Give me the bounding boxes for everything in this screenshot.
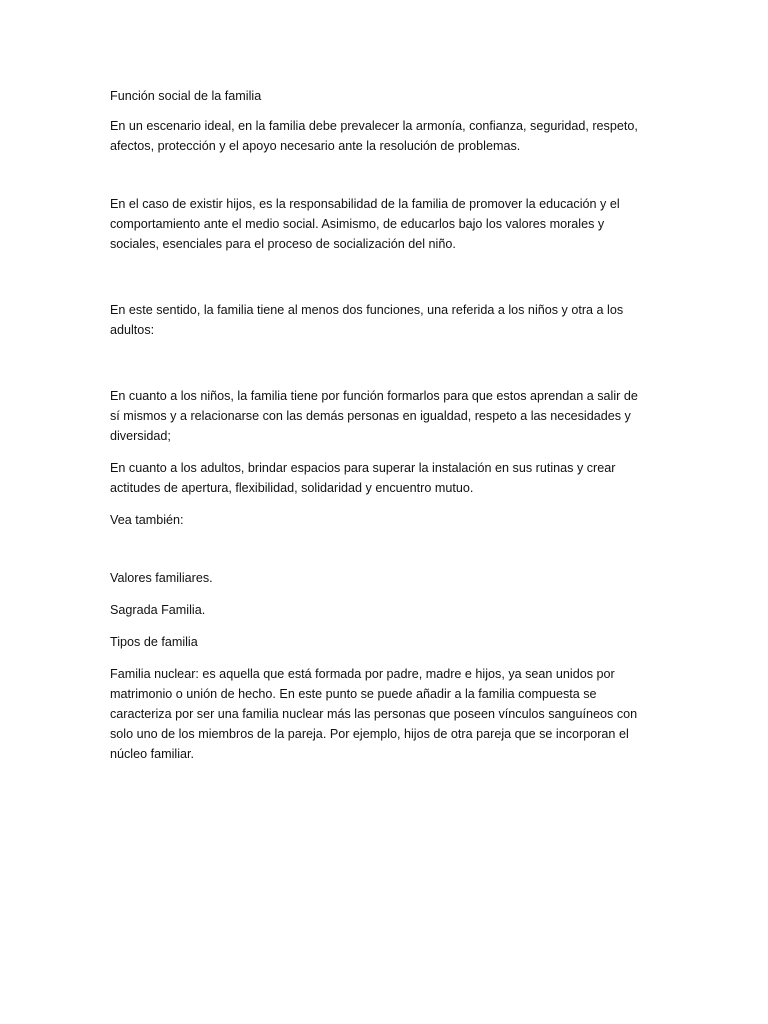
paragraph-two-functions xyxy=(110,300,658,340)
paragraph-adults-function xyxy=(110,458,658,498)
paragraph-nuclear-family xyxy=(110,664,658,764)
text-line: diversidad; xyxy=(110,429,171,443)
text-line: núcleo familiar. xyxy=(110,747,194,761)
text-line: En este sentido, la familia tiene al menos dos funciones, una referida a los niños y otra a los xyxy=(110,303,624,317)
text-line: sí mismos y a relacionarse con las demás personas en igualdad, respeto a las necesidades y xyxy=(110,409,631,423)
paragraph-ideal-scenario xyxy=(110,116,658,156)
link-valores-familiares: Valores familiares. xyxy=(110,571,213,585)
text-line: caracteriza por ser una familia nuclear más las personas que poseen vínculos sanguíneos con xyxy=(110,707,638,721)
text-line: matrimonio o unión de hecho. En este punto se puede añadir a la familia compuesta se xyxy=(110,687,597,701)
text-line: afectos, protección y el apoyo necesario ante la resolución de problemas. xyxy=(110,139,521,153)
document-title: Función social de la familia xyxy=(110,89,262,103)
text-line: En el caso de existir hijos, es la responsabilidad de la familia de promover la educación y el xyxy=(110,197,620,211)
text-line: Familia nuclear: es aquella que está formada por padre, madre e hijos, ya sean unidos por xyxy=(110,667,615,681)
paragraph-children-function xyxy=(110,386,658,446)
paragraph-children-education xyxy=(110,194,658,254)
text-line: solo uno de los miembros de la pareja. Por ejemplo, hijos de otra pareja que se incorporan el xyxy=(110,727,629,741)
types-heading: Tipos de familia xyxy=(110,635,198,649)
see-also-label: Vea también: xyxy=(110,513,184,527)
text-line: En cuanto a los adultos, brindar espacios para superar la instalación en sus rutinas y crear xyxy=(110,461,616,475)
text-line: adultos: xyxy=(110,323,155,337)
text-line: En un escenario ideal, en la familia debe prevalecer la armonía, confianza, seguridad, respeto, xyxy=(110,119,638,133)
document-body xyxy=(110,86,658,776)
text-line: En cuanto a los niños, la familia tiene por función formarlos para que estos aprendan a salir de xyxy=(110,389,638,403)
text-line: actitudes de apertura, flexibilidad, solidaridad y encuentro mutuo. xyxy=(110,481,474,495)
text-line: comportamiento ante el medio social. Asimismo, de educarlos bajo los valores morales y xyxy=(110,217,605,231)
link-sagrada-familia: Sagrada Familia. xyxy=(110,603,206,617)
text-line: sociales, esenciales para el proceso de socialización del niño. xyxy=(110,237,456,251)
